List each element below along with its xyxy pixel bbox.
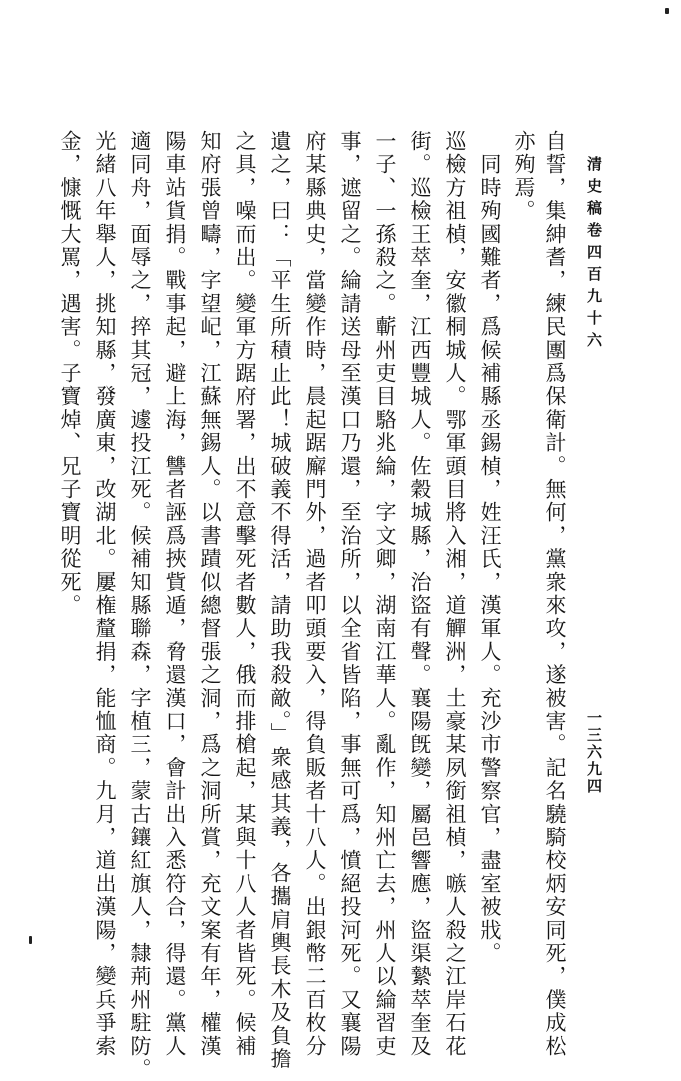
- text-column: 同時殉國難者，爲候補縣丞錫楨，姓汪氏，漢軍人。充沙市警察官，盡室被戕。: [478, 130, 502, 966]
- text-column: 金，慷慨大罵，遇害。子寶焯、兄子寶明從死。: [58, 130, 82, 618]
- text-column: 適同舟，面辱之，捽其冠，遽投江死。候補知縣聯森，字植三，蒙古鑲紅旗人，隸荊州駐防。: [128, 130, 152, 1081]
- text-column: 遺之，曰：「平生所積止此！城破義不得活，請助我殺敵。」衆感其義，各攜肩輿長木及負擔: [268, 130, 292, 1071]
- scan-speck: [665, 8, 669, 14]
- text-column: 自誓，集紳耆，練民團爲保衛計。無何，黨衆來攻，遂被害。記名驍騎校炳安同死，僕成松: [543, 130, 567, 1058]
- text-column: 街。巡檢王萃奎，江西豐城人。佐穀城縣，治盜有聲。襄陽旣變，屬邑響應，盜渠縶萃奎及: [408, 130, 432, 1058]
- text-column: 府某縣典史，當變作時，晨起踞廨門外，過者叩頭要入，得負販者十八人。出銀幣二百枚分: [303, 130, 327, 1058]
- page-number: 一三六九四: [585, 710, 603, 795]
- text-column: 知府張曾疇，字望屺，江蘇無錫人。以書蹟似總督張之洞，爲之洞所賞，充文案有年，權漢: [198, 130, 222, 1058]
- text-column: 亦殉焉。: [512, 130, 536, 223]
- text-column: 之具，噪而出。變軍方踞府署，出不意擊死者數人，俄而排槍起，某與十八人者皆死。候補: [233, 130, 257, 1058]
- scan-speck: [29, 936, 32, 944]
- text-column: 光緒八年舉人，挑知縣，發廣東，改湖北。屢権釐捐，能恤商。九月，道出漢陽，變兵爭索: [93, 130, 117, 1058]
- text-column: 一子、一孫殺之。蘄州吏目駱兆綸，字文卿，湖南江華人。亂作，知州亡去，州人以綸習吏: [373, 130, 397, 1058]
- text-column: 陽車站貨捐。戰事起，避上海，讐者誣爲挾貲遁，脅還漢口，會計出入悉符合，得還。黨人: [163, 130, 187, 1058]
- text-column: 巡檢方祖楨，安徽桐城人。鄂軍頭目將入湘，道觶洲，土豪某夙銜祖楨，嗾人殺之江岸石花: [443, 130, 467, 1058]
- text-column: 事，遮留之。綸請送母至漢口乃還，至治所，以全省皆陷，事無可爲，憤絕投河死。又襄陽: [338, 130, 362, 1058]
- running-header-title: 清史稿卷四百九十六: [585, 156, 603, 354]
